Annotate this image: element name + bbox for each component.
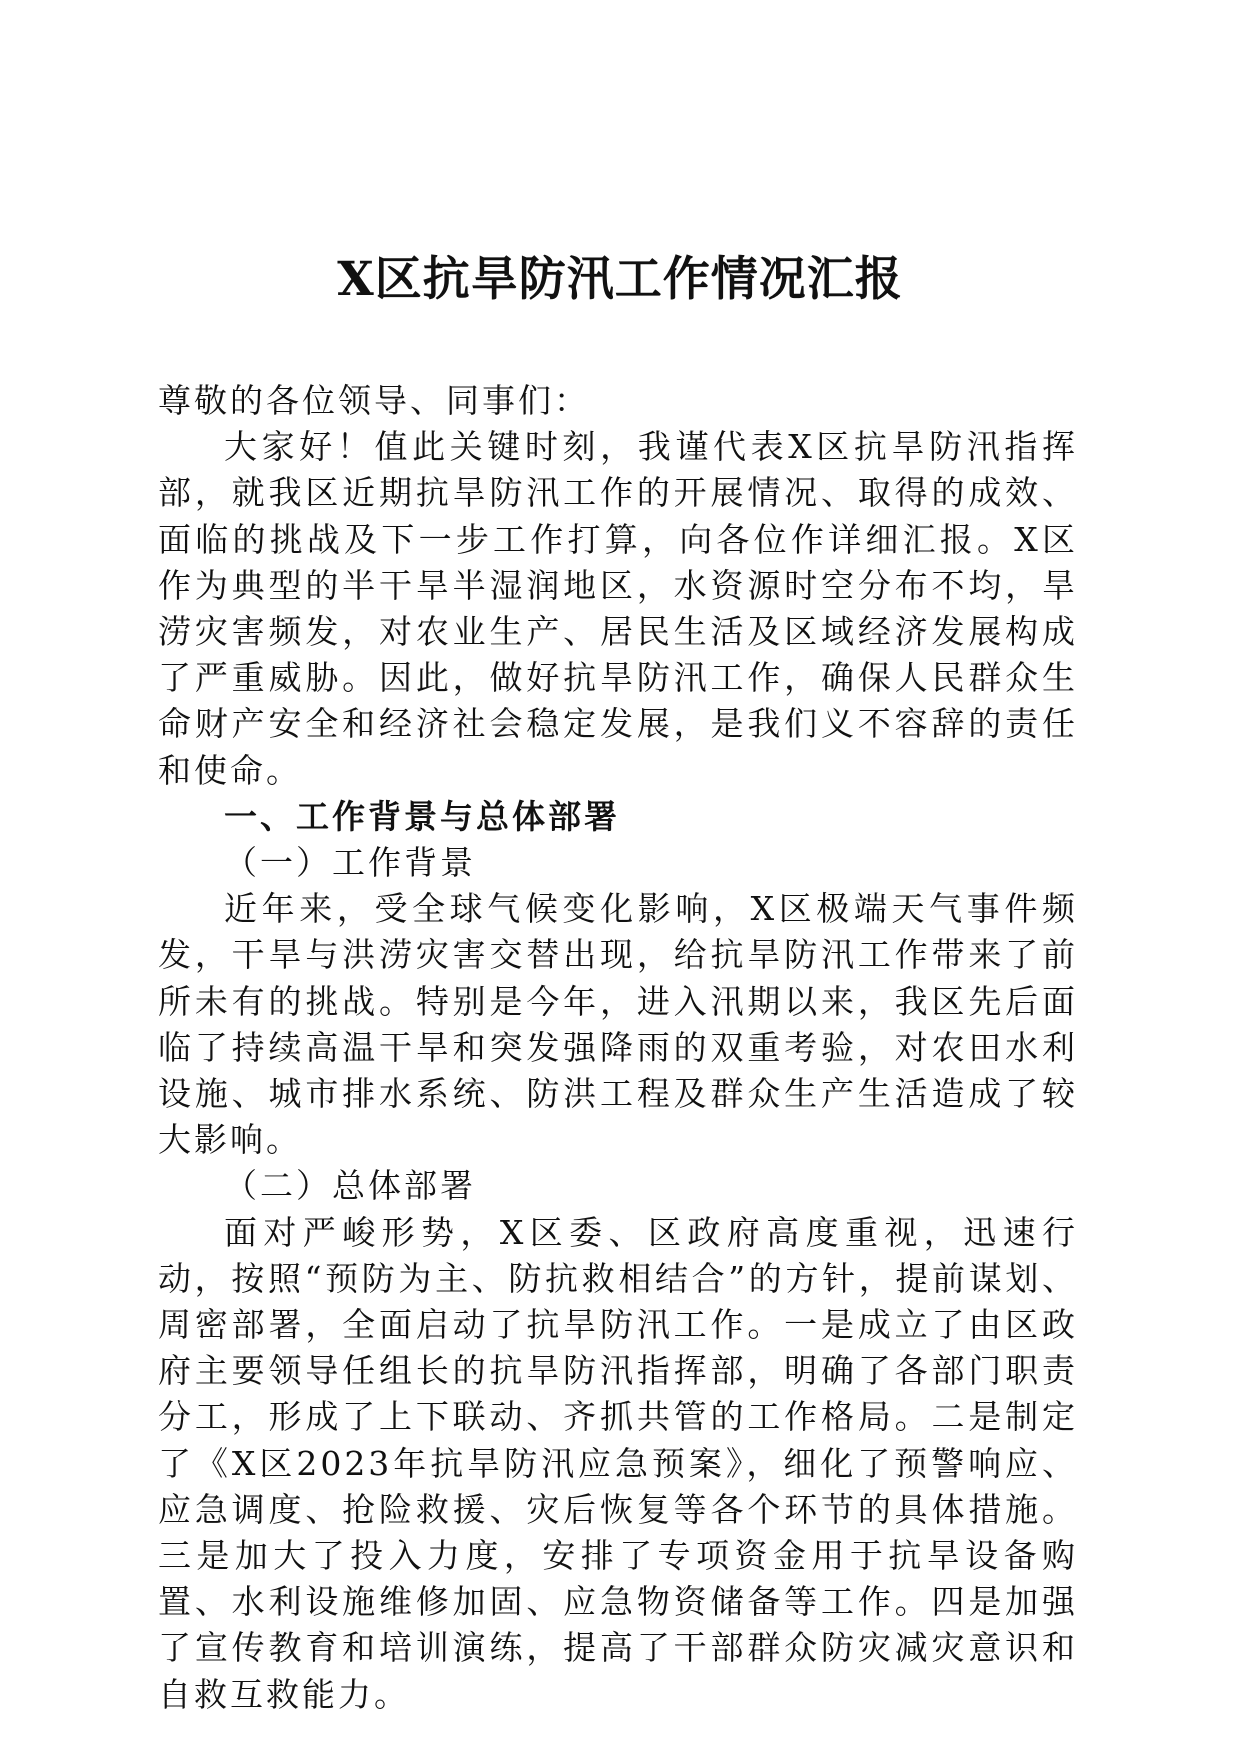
intro-paragraph: 大家好！值此关键时刻，我谨代表X区抗旱防汛指挥部，就我区近期抗旱防汛工作的开展情况、取得的成效、面临的挑战及下一步工作打算，向各位作详细汇报。X区作为典型的半干旱半湿润地区，水资源时空分布不均，旱涝灾害频发，对农业生产、居民生活及区域经济发展构成了严重威胁。因此，做好抗旱防汛工作，确保人民群众生命财产安全和经济社会稳定发展，是我们义不容辞的责任和使命。	[158, 427, 1078, 790]
background-paragraph: 近年来，受全球气候变化影响，X区极端天气事件频发，干旱与洪涝灾害交替出现，给抗旱防汛工作带来了前所未有的挑战。特别是今年，进入汛期以来，我区先后面临了持续高温干旱和突发强降雨的双重考验，对农田水利设施、城市排水系统、防洪工程及群众生产生活造成了较大影响。	[158, 889, 1078, 1160]
subsection-heading-2: （二）总体部署	[224, 1166, 476, 1206]
salutation: 尊敬的各位领导、同事们：	[158, 381, 590, 420]
document-body	[158, 378, 1078, 1718]
subsection-heading-1: （一）工作背景	[224, 843, 476, 883]
deployment-paragraph: 面对严峻形势，X区委、区政府高度重视，迅速行动，按照“预防为主、防抗救相结合”的方针，提前谋划、周密部署，全面启动了抗旱防汛工作。一是成立了由区政府主要领导任组长的抗旱防汛指挥部，明确了各部门职责分工，形成了上下联动、齐抓共管的工作格局。二是制定了《X区2023年抗旱防汛应急预案》，细化了预警响应、应急调度、抢险救援、灾后恢复等各个环节的具体措施。三是加大了投入力度，安排了专项资金用于抗旱设备购置、水利设施维修加固、应急物资储备等工作。四是加强了宣传教育和培训演练，提高了干部群众防灾减灾意识和自救互救能力。	[158, 1212, 1078, 1714]
document-title: X区抗旱防汛工作情况汇报	[337, 252, 903, 307]
section-heading-1: 一、工作背景与总体部署	[224, 796, 620, 836]
